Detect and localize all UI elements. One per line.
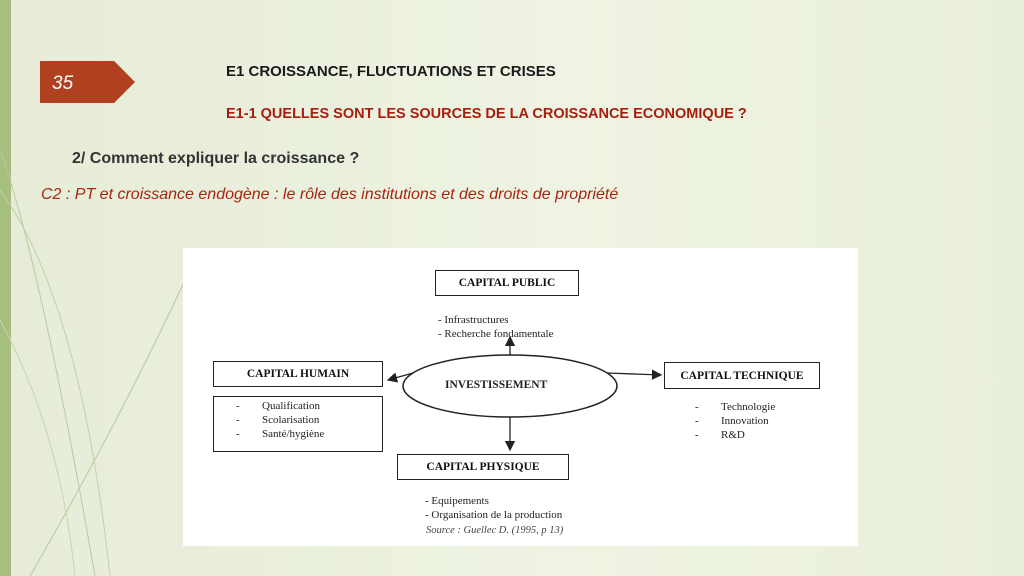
slide-subtitle: E1-1 QUELLES SONT LES SOURCES DE LA CROISSANCE ECONOMIQUE ?: [226, 106, 747, 122]
list-capital-humain: - Qualification - Scolarisation - Santé/hygiène: [213, 396, 383, 452]
technique-item: Innovation: [721, 415, 769, 427]
section-heading: C2 : PT et croissance endogène : le rôle des institutions et des droits de propriété: [41, 186, 619, 203]
figure-source: Source : Guellec D. (1995, p 13): [426, 525, 564, 536]
list-capital-technique: - Technologie - Innovation - R&D: [695, 401, 776, 441]
box-capital-physique: [397, 454, 569, 480]
technique-item: Technologie: [721, 401, 776, 413]
physique-item: - Organisation de la production: [425, 509, 563, 521]
arrow-to-technique: [607, 373, 661, 375]
humain-item: Scolarisation: [262, 414, 320, 426]
box-capital-public-label: CAPITAL PUBLIC: [458, 277, 556, 289]
box-capital-technique: [664, 362, 820, 389]
center-label: INVESTISSEMENT: [445, 379, 548, 391]
list-capital-physique: [425, 494, 562, 522]
list-capital-public: [438, 313, 553, 341]
public-item: - Recherche fondamentale: [438, 328, 554, 340]
slide-number: 35: [52, 73, 74, 94]
box-capital-public: [435, 270, 579, 296]
investment-diagram: [183, 248, 858, 546]
technique-item: R&D: [721, 429, 745, 441]
box-capital-technique-label: CAPITAL TECHNIQUE: [680, 369, 804, 382]
bullet-point-text: 2/ Comment expliquer la croissance ?: [72, 150, 360, 167]
box-capital-physique-label: CAPITAL PHYSIQUE: [426, 461, 540, 473]
humain-item: Santé/hygiène: [262, 428, 325, 440]
box-capital-humain: [213, 361, 383, 387]
public-item: - Infrastructures: [438, 314, 509, 326]
box-capital-humain-label: CAPITAL HUMAIN: [246, 368, 350, 380]
slide-title: E1 CROISSANCE, FLUCTUATIONS ET CRISES: [226, 63, 556, 80]
humain-item: Qualification: [262, 400, 321, 412]
physique-item: - Equipements: [425, 495, 489, 507]
